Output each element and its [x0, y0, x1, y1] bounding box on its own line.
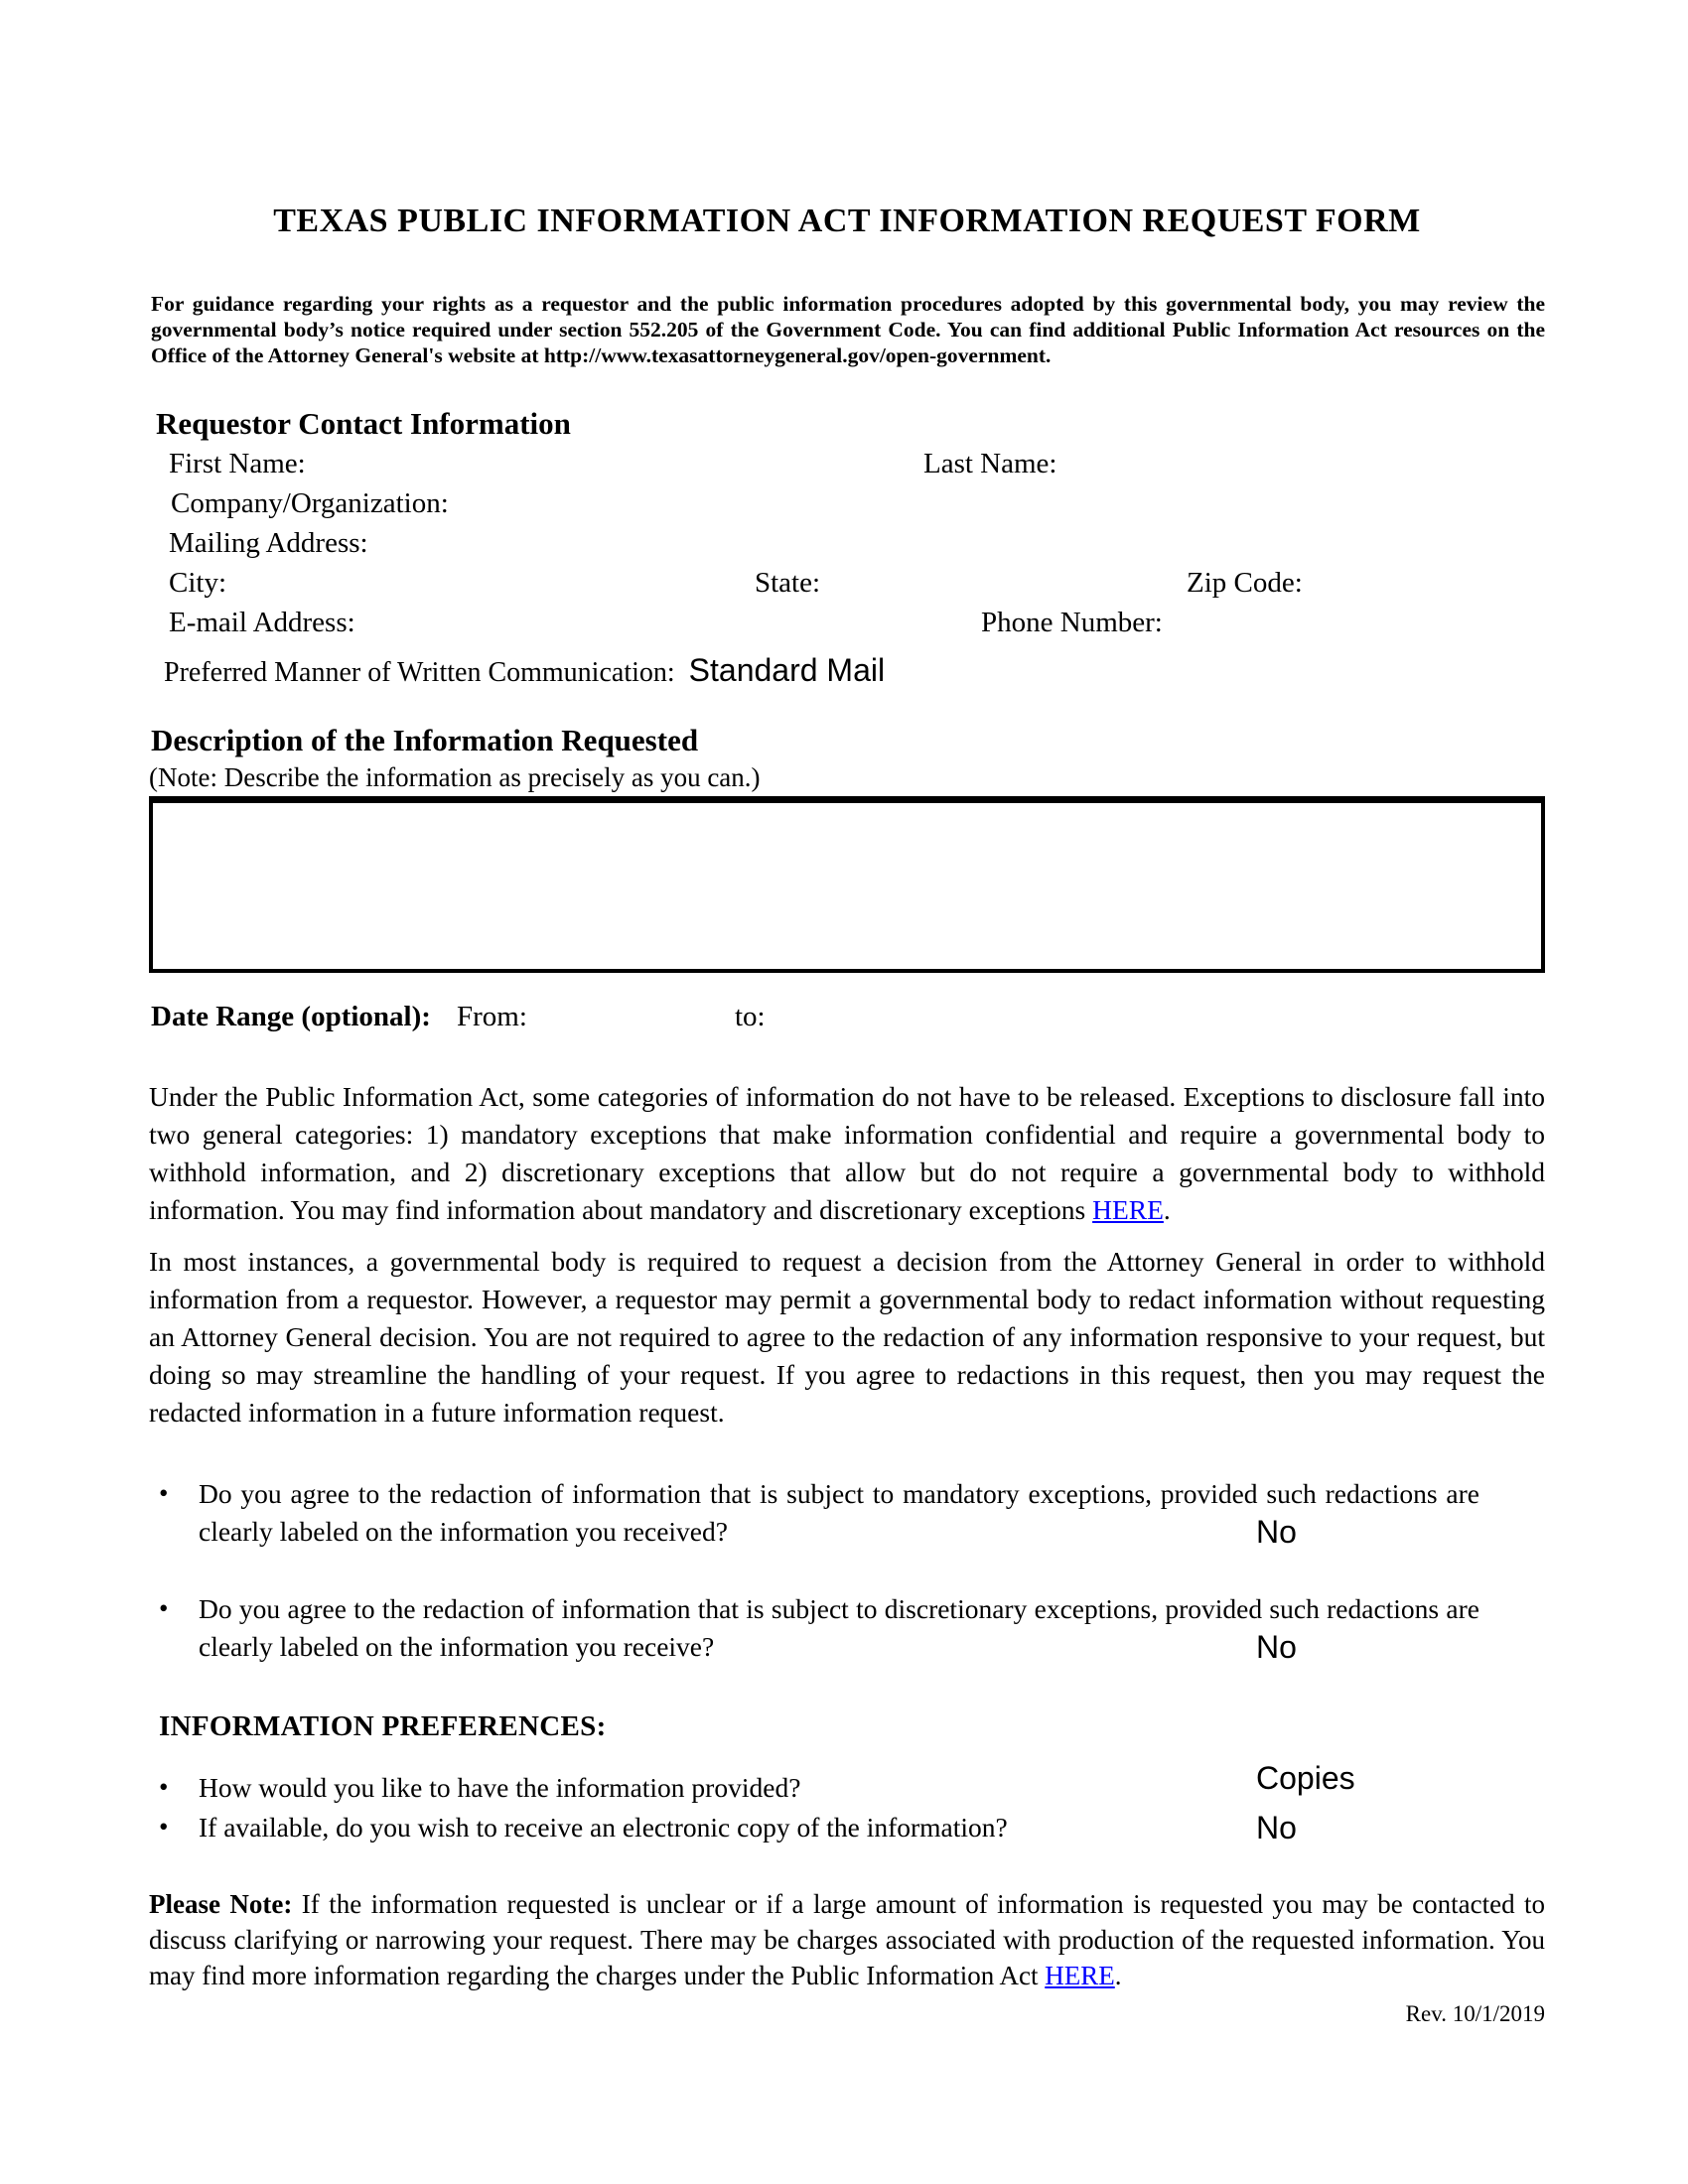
provision-method-question [159, 1760, 1545, 1809]
charges-here-link[interactable]: HERE [1045, 1961, 1115, 1990]
discretionary-redaction-question-text: Do you agree to the redaction of information that is subject to discretionary exceptions, provided such redactions are clearly labeled on the information you receive? [199, 1593, 1479, 1662]
discretionary-redaction-answer[interactable]: No [1256, 1629, 1297, 1665]
contact-section-heading: Requestor Contact Information [156, 406, 571, 441]
preferred-communication-label: Preferred Manner of Written Communication: [164, 657, 675, 688]
mailing-row [149, 525, 1545, 565]
redaction-questions [149, 1475, 1545, 1666]
provision-method-answer[interactable]: Copies [1256, 1760, 1355, 1796]
exceptions-text-end: . [1163, 1194, 1171, 1225]
date-range-label: Date Range (optional): [151, 1001, 431, 1032]
please-note-label: Please Note: [149, 1889, 293, 1919]
bullet-icon: • [159, 1478, 169, 1508]
please-note-text: If the information requested is unclear or if a large amount of information is requested you may be contacted to discuss clarifying or narrowing your request. There may be charges associated with production of the requested information. You may find more information regarding the charges under the Public Information Act [149, 1889, 1546, 1990]
email-phone-row [149, 605, 1545, 644]
information-preferences-list [149, 1760, 1545, 1848]
form-content [149, 0, 1545, 2029]
name-row [149, 446, 1545, 485]
description-note: (Note: Describe the information as precisely as you can.) [149, 762, 761, 792]
company-row [149, 485, 1545, 525]
last-name-label: Last Name: [923, 448, 1057, 479]
intro-paragraph: For guidance regarding your rights as a requestor and the public information procedures adopted by this governmental body, you may review the governmental body’s notice required under section 552.205 of the Government Code. You can find additional Public Information Act resources on the Office of the Attorney General's website at http://www.texasattorneygeneral.gov/open-government. [151, 292, 1545, 367]
city-label: City: [169, 567, 227, 599]
first-name-label: First Name: [169, 448, 306, 479]
date-to-label: to: [735, 1001, 766, 1032]
bullet-icon: • [159, 1593, 169, 1623]
electronic-copy-question [159, 1809, 1545, 1848]
page-title: TEXAS PUBLIC INFORMATION ACT INFORMATION REQUEST FORM [273, 203, 1421, 239]
mailing-address-label: Mailing Address: [169, 527, 368, 559]
please-note-text-end: . [1114, 1961, 1122, 1990]
exceptions-text: Under the Public Information Act, some categories of information do not have to be released. Exceptions to disclosure fall into two general categories: 1) mandatory exceptions that make information confidential and require a governmental body to withhold information, and 2) discretionary exceptions that allow but do not require a governmental body to withhold information. You may find information about mandatory and discretionary exceptions [149, 1081, 1545, 1225]
mandatory-redaction-answer[interactable]: No [1256, 1514, 1297, 1550]
electronic-copy-question-text: If available, do you wish to receive an electronic copy of the information? [199, 1812, 1008, 1843]
revision-date: Rev. 10/1/2019 [1405, 2001, 1545, 2026]
provision-method-question-text: How would you like to have the information provided? [199, 1772, 801, 1803]
company-label: Company/Organization: [171, 487, 449, 519]
email-label: E-mail Address: [169, 607, 355, 638]
bullet-icon: • [159, 1772, 169, 1802]
bullet-icon: • [159, 1812, 169, 1842]
date-range-row [149, 1001, 1545, 1040]
zip-code-label: Zip Code: [1187, 567, 1303, 599]
discretionary-redaction-question [159, 1590, 1479, 1666]
phone-label: Phone Number: [981, 607, 1163, 638]
description-section-heading: Description of the Information Requested [151, 723, 699, 757]
exceptions-here-link[interactable]: HERE [1092, 1194, 1164, 1225]
preferred-communication-row [149, 652, 1545, 698]
description-input-box[interactable] [149, 796, 1545, 973]
contact-fields [149, 446, 1545, 698]
please-note-paragraph [149, 1886, 1545, 1993]
mandatory-redaction-question-text: Do you agree to the redaction of information that is subject to mandatory exceptions, provided such redactions are clearly labeled on the information you received? [199, 1478, 1479, 1547]
date-from-label: From: [457, 1001, 527, 1032]
electronic-copy-answer[interactable]: No [1256, 1810, 1297, 1845]
state-label: State: [755, 567, 821, 599]
information-preferences-heading: INFORMATION PREFERENCES: [159, 1710, 607, 1742]
redaction-paragraph: In most instances, a governmental body is required to request a decision from the Attorney General in order to withhold information from a requestor. However, a requestor may permit a governmental body to redact information without requesting an Attorney General decision. You are not required to agree to the redaction of any information responsive to your request, but doing so may streamline the handling of your request. If you agree to redactions in this request, then you may request the redacted information in a future information request. [149, 1246, 1545, 1428]
city-state-zip-row [149, 565, 1545, 605]
mandatory-redaction-question [159, 1475, 1479, 1551]
exceptions-paragraph [149, 1078, 1545, 1229]
preferred-communication-value[interactable]: Standard Mail [688, 652, 886, 688]
